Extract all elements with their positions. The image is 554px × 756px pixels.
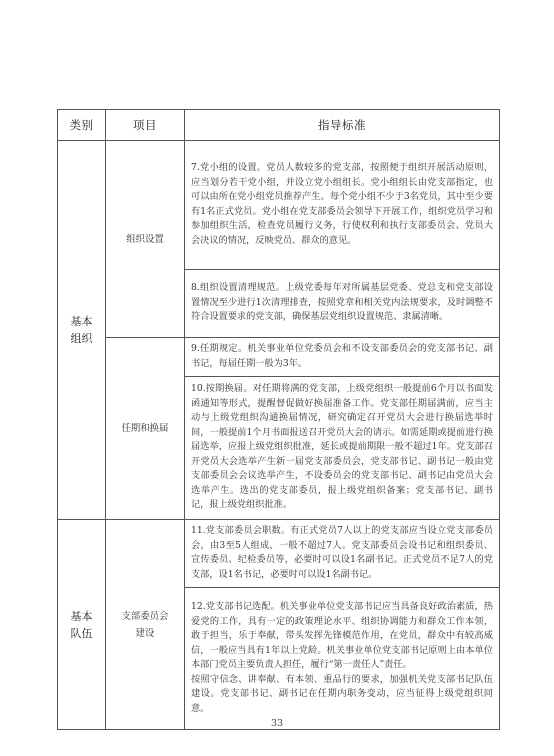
standard-cell: 12.党支部书记选配。机关事业单位党支部书记应当具备良好政治素质，热爱党的工作，具有一定的政策理论水平、组织协调能力和群众工作本领，敢于担当，乐于奉献，带头发挥先锋模范作用，在党员，群众中有较高威信，一般应当具有1年以上党龄。机关事业单位党支部书记原则上由本单位本部门党员主要负责人担任，履行“第一责任人”责任。 按照守信念、讲奉献、有本领、重品行的要求，加强机关党支部书记队伍建设。党支部书记、副书记在任期内职务变动，应当征得上级党组织同意。 xyxy=(185,588,500,730)
standard-cell: 11.党支部委员会职数。有正式党员7人以上的党支部应当设立党支部委员会，由3至5人组成，一般不超过7人。党支部委员会设书记和组织委员、宣传委员、纪检委员等，必要时可以设1名副书记。正式党员不足7人的党支部，设1名书记，必要时可以设1名副书记。 xyxy=(185,520,500,588)
header-category: 类别 xyxy=(58,110,106,141)
category-label: 基本 队伍 xyxy=(70,609,93,640)
item-label: 任期和换届 xyxy=(121,423,169,434)
table-row xyxy=(58,141,500,270)
header-item: 项目 xyxy=(106,110,185,141)
standard-cell: 7.党小组的设置。党员人数较多的党支部，按照便于组织开展活动原则，应当划分若干党小组，并设立党小组组长。党小组组长由党支部指定，也可以由所在党小组党员推荐产生。每个党小组不少于3名党员，其中至少要有1名正式党员。党小组在党支部委员会领导下开展工作，组织党员学习和参加组织生活，检查党员履行义务，行使权利和执行支部委员会、党员大会决议的情况，反映党员、群众的意见。 xyxy=(185,141,500,270)
standard-cell: 9.任期规定。机关事业单位党委员会和不设支部委员会的党支部书记、副书记，每届任期一般为3年。 xyxy=(185,338,500,377)
guidance-standards-table xyxy=(57,109,500,730)
page-number: 33 xyxy=(270,718,284,729)
category-cell xyxy=(58,141,106,520)
standard-cell: 10.按期换届。对任期将满的党支部，上级党组织一般提前6个月以书面发函通知等形式，提醒督促做好换届准备工作。党支部任期届满前，应当主动与上级党组织沟通换届情况，研究确定召开党员大会进行换届选举时间，一般提前1个月书面报送召开党员大会的请示。如需延期或提前进行换届选举，应报上级党组织批准，延长或提前期限一般不超过1年。党支部召开党员大会选举产生新一届党支部委员会，党支部书记、副书记一般由党支部委员会会议选举产生，不设委员会的党支部书记、副书记由党员大会选举产生。选出的党支部委员，报上级党组织备案；党支部书记、副书记，报上级党组织批准。 xyxy=(185,377,500,520)
table-row xyxy=(58,338,500,377)
item-cell xyxy=(106,520,185,730)
item-label: 组织设置 xyxy=(126,233,164,245)
category-cell xyxy=(58,520,106,730)
header-standard: 指导标准 xyxy=(185,110,500,141)
item-label: 支部委员会 建设 xyxy=(121,610,169,639)
table-row xyxy=(58,520,500,588)
category-label: 基本 组织 xyxy=(70,315,93,345)
table-header-row xyxy=(58,110,500,141)
standard-cell: 8.组织设置清理规范。上级党委每年对所属基层党委、党总支和党支部设置情况至少进行1次清理排查，按照党章和相关党内法规要求，及时调整不符合设置要求的党支部，确保基层党组织设置规范、隶属清晰。 xyxy=(185,270,500,338)
item-cell xyxy=(106,141,185,338)
item-cell xyxy=(106,338,185,520)
